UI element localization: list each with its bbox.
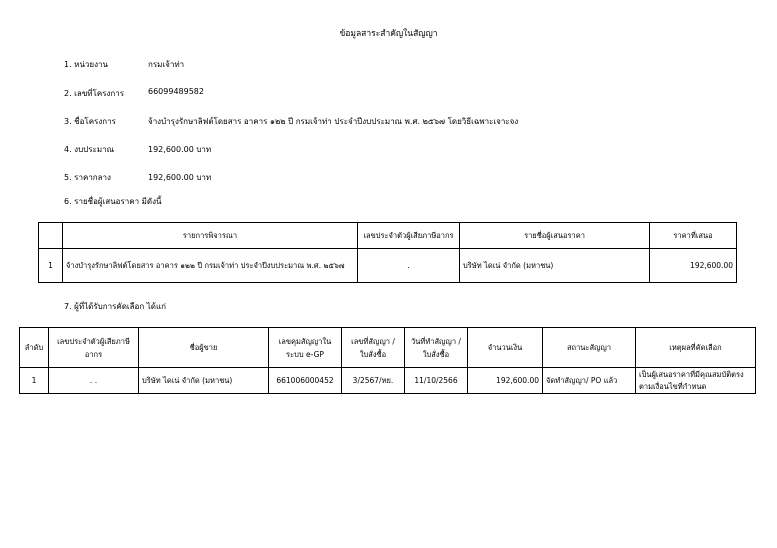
label-agency: 1. หน่วยงาน bbox=[64, 60, 108, 69]
value-median-price: 192,600.00 บาท bbox=[148, 173, 212, 182]
winner-taxid: . . bbox=[49, 368, 139, 394]
winners-header-reason: เหตุผลที่คัดเลือก bbox=[636, 328, 756, 368]
bidders-header-no bbox=[39, 223, 63, 249]
table-row bbox=[20, 368, 756, 394]
winners-header-contract: เลขที่สัญญา / ใบสั่งซื้อ bbox=[342, 328, 405, 368]
winners-table bbox=[19, 327, 756, 394]
winner-egp: 661006000452 bbox=[269, 368, 342, 394]
label-project-name: 3. ชื่อโครงการ bbox=[64, 117, 116, 126]
bidders-header-row bbox=[39, 223, 737, 249]
section-winners-heading: 7. ผู้ที่ได้รับการคัดเลือก ได้แก่ bbox=[64, 302, 166, 311]
label-project-number: 2. เลขที่โครงการ bbox=[64, 89, 125, 98]
page-title: ข้อมูลสาระสำคัญในสัญญา bbox=[339, 29, 438, 39]
bidders-header-name: รายชื่อผู้เสนอราคา bbox=[460, 223, 650, 249]
bidder-taxid: . bbox=[358, 249, 460, 283]
winners-header-status: สถานะสัญญา bbox=[543, 328, 636, 368]
bidder-item: จ้างบำรุงรักษาลิฟต์โดยสาร อาคาร ๑๒๒ ปี กรมเจ้าท่า ประจำปีงบประมาณ พ.ศ. ๒๕๖๗ bbox=[63, 249, 358, 283]
value-project-name: จ้างบำรุงรักษาลิฟต์โดยสาร อาคาร ๑๒๒ ปี กรมเจ้าท่า ประจำปีงบประมาณ พ.ศ. ๒๕๖๗ โดยวิธีเฉพาะเจาะจง bbox=[148, 117, 519, 126]
winners-header-date: วันที่ทำสัญญา / ใบสั่งซื้อ bbox=[405, 328, 468, 368]
winner-vendor: บริษัท ไดเน่ จำกัด (มหาชน) bbox=[139, 368, 269, 394]
bidder-price: 192,600.00 bbox=[650, 249, 737, 283]
table-row bbox=[39, 249, 737, 283]
value-project-number: 66099489582 bbox=[148, 87, 204, 96]
winners-header-no: ลำดับ bbox=[20, 328, 49, 368]
winner-status: จัดทำสัญญา/ PO แล้ว bbox=[543, 368, 636, 394]
bidders-header-item: รายการพิจารณา bbox=[63, 223, 358, 249]
value-agency: กรมเจ้าท่า bbox=[148, 60, 185, 69]
winners-header-amount: จำนวนเงิน bbox=[468, 328, 543, 368]
value-budget: 192,600.00 บาท bbox=[148, 145, 212, 154]
winner-amount: 192,600.00 bbox=[468, 368, 543, 394]
bidders-header-taxid: เลขประจำตัวผู้เสียภาษีอากร bbox=[358, 223, 460, 249]
winners-header-row bbox=[20, 328, 756, 368]
winner-no: 1 bbox=[20, 368, 49, 394]
bidders-header-price: ราคาที่เสนอ bbox=[650, 223, 737, 249]
bidder-no: 1 bbox=[39, 249, 63, 283]
winners-header-taxid: เลขประจำตัวผู้เสียภาษีอากร bbox=[49, 328, 139, 368]
winner-reason: เป็นผู้เสนอราคาที่มีคุณสมบัติตรงตามเงื่อนไขที่กำหนด bbox=[636, 368, 756, 394]
bidder-name: บริษัท ไดเน่ จำกัด (มหาชน) bbox=[460, 249, 650, 283]
winner-date: 11/10/2566 bbox=[405, 368, 468, 394]
bidders-table bbox=[38, 222, 737, 283]
winners-header-vendor: ชื่อผู้ขาย bbox=[139, 328, 269, 368]
winners-header-egp: เลขคุมสัญญาในระบบ e-GP bbox=[269, 328, 342, 368]
label-budget: 4. งบประมาณ bbox=[64, 145, 115, 154]
winner-contract: 3/2567/ทย. bbox=[342, 368, 405, 394]
label-median-price: 5. ราคากลาง bbox=[64, 173, 111, 182]
section-bidders-heading: 6. รายชื่อผู้เสนอราคา มีดังนี้ bbox=[64, 197, 162, 206]
